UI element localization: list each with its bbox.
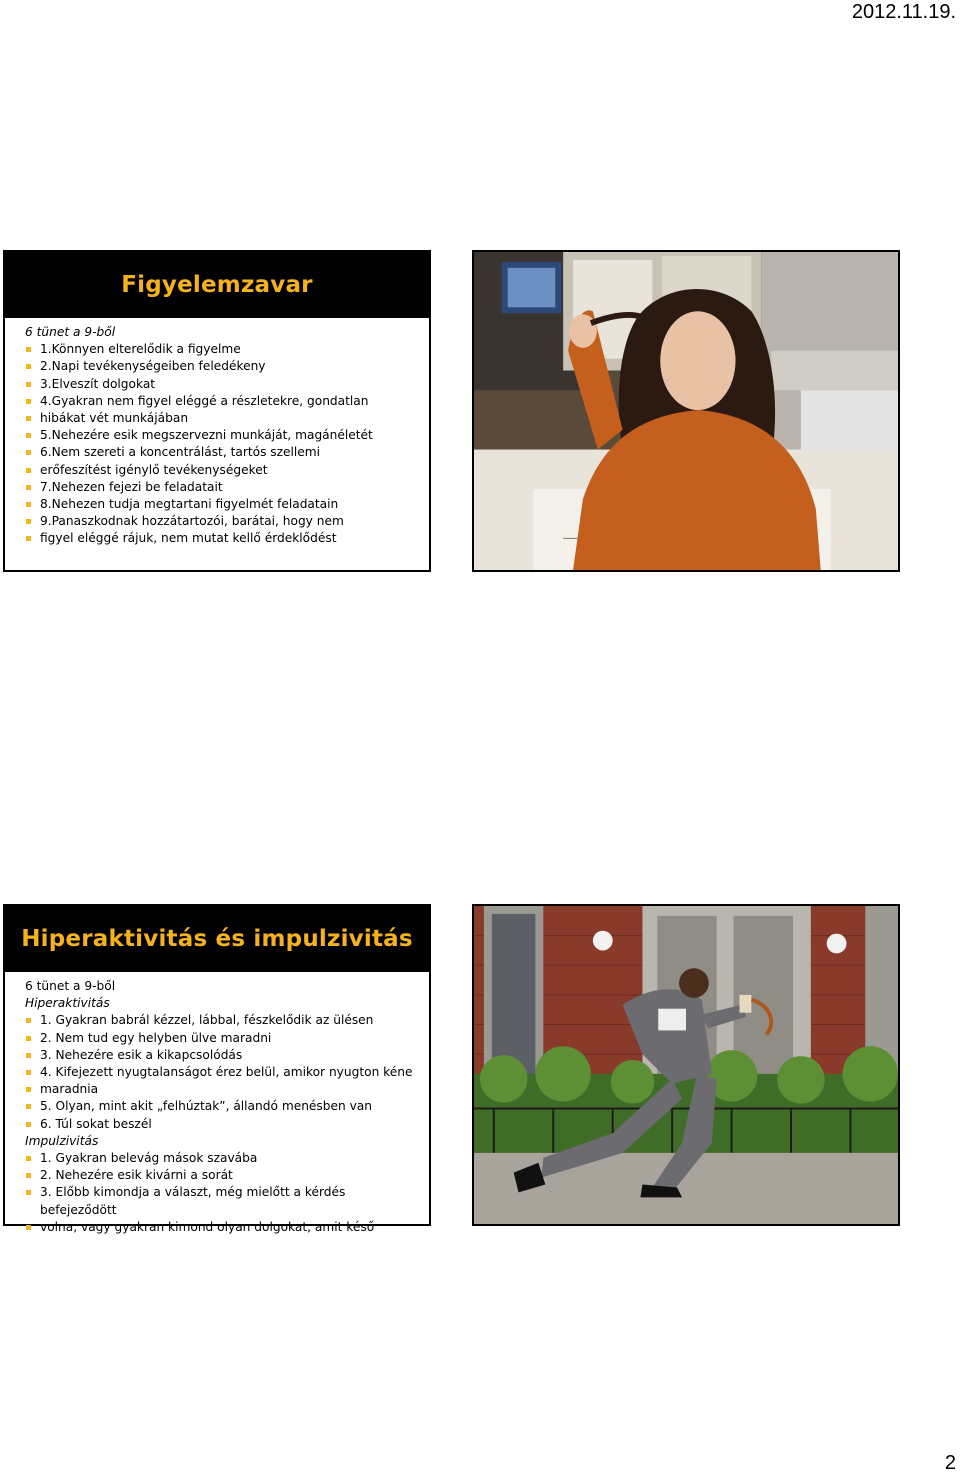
- list-item: 2.Napi tevékenységeiben feledékeny: [25, 358, 421, 375]
- slide-intro: 6 tünet a 9-ből: [25, 979, 116, 993]
- section-label-impulse: Impulzivitás: [25, 1133, 99, 1148]
- running-man-illustration: [474, 906, 898, 1224]
- list-item: 3. Előbb kimondja a választ, még mielőtt a kérdés befejeződött: [25, 1184, 421, 1218]
- list-item: 3.Elveszít dolgokat: [25, 376, 421, 393]
- list-item: 6.Nem szereti a koncentrálást, tartós szellemi: [25, 444, 421, 461]
- list-item: 2. Nehezére esik kivárni a sorát: [25, 1167, 421, 1184]
- hyper-symptom-list: [25, 1012, 421, 1132]
- slide-figyelemzavar: [3, 250, 431, 572]
- list-item: 1. Gyakran belevág mások szavába: [25, 1150, 421, 1167]
- photo-running-man: [472, 904, 900, 1226]
- list-item: 2. Nem tud egy helyben ülve maradni: [25, 1030, 421, 1047]
- slide-body: [5, 318, 429, 548]
- slide-title: Figyelemzavar: [121, 272, 313, 298]
- list-item: 7.Nehezen fejezi be feladatait: [25, 479, 421, 496]
- list-item: 1.Könnyen elterelődik a figyelme: [25, 341, 421, 358]
- slide-title: Hiperaktivitás és impulzivitás: [21, 926, 413, 952]
- slide-intro: 6 tünet a 9-ből: [25, 325, 116, 339]
- list-item: 4. Kifejezett nyugtalanságot érez belül, amikor nyugton kéne: [25, 1064, 421, 1081]
- symptom-list: [25, 341, 421, 547]
- impulse-symptom-list: [25, 1150, 421, 1236]
- list-item: hibákat vét munkájában: [25, 410, 421, 427]
- list-item: 8.Nehezen tudja megtartani figyelmét feladatain: [25, 496, 421, 513]
- list-item: maradnia: [25, 1081, 421, 1098]
- woman-illustration: [474, 252, 898, 570]
- list-item: figyel eléggé rájuk, nem mutat kellő érdeklődést: [25, 530, 421, 547]
- list-item: 3. Nehezére esik a kikapcsolódás: [25, 1047, 421, 1064]
- print-date: 2012.11.19.: [851, 1, 956, 23]
- list-item: 5.Nehezére esik megszervezni munkáját, magánéletét: [25, 427, 421, 444]
- list-item: 5. Olyan, mint akit „felhúztak”, állandó menésben van: [25, 1098, 421, 1115]
- slide-body: [5, 972, 429, 1236]
- slide-header: [5, 252, 429, 318]
- list-item: volna, vagy gyakran kimond olyan dolgokat, amit késő: [25, 1219, 421, 1236]
- list-item: 6. Túl sokat beszél: [25, 1116, 421, 1133]
- photo-distracted-woman: [472, 250, 900, 572]
- page-number: 2: [944, 1452, 956, 1474]
- list-item: erőfeszítést igénylő tevékenységeket: [25, 462, 421, 479]
- slide-header: [5, 906, 429, 972]
- section-label-hyper: Hiperaktivitás: [25, 996, 110, 1011]
- list-item: 1. Gyakran babrál kézzel, lábbal, fészkelődik az ülésen: [25, 1012, 421, 1029]
- slide-hiperaktivitas: [3, 904, 431, 1234]
- list-item: 4.Gyakran nem figyel eléggé a részletekre, gondatlan: [25, 393, 421, 410]
- list-item: 9.Panaszkodnak hozzátartozói, barátai, hogy nem: [25, 513, 421, 530]
